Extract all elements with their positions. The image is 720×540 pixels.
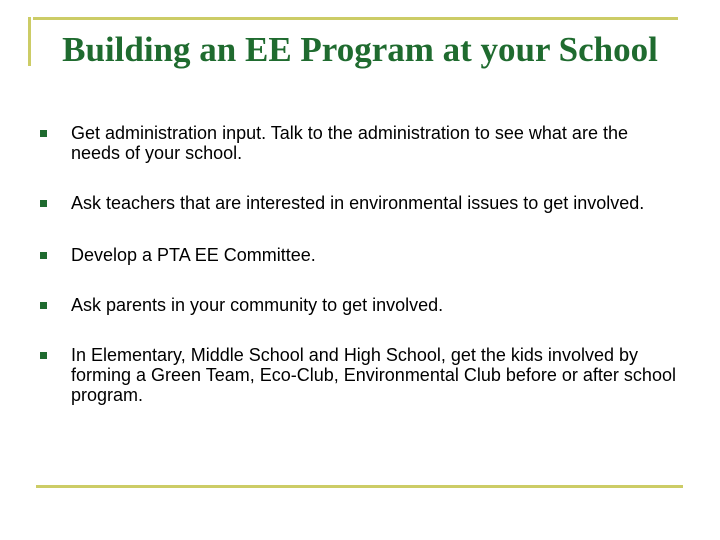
square-bullet-icon xyxy=(40,352,47,359)
square-bullet-icon xyxy=(40,302,47,309)
bullet-item xyxy=(40,123,680,163)
bullet-text: Develop a PTA EE Committee. xyxy=(71,245,316,265)
bullet-text: In Elementary, Middle School and High School, get the kids involved by forming a Green Team, Eco-Club, Environmental Club before or after school program. xyxy=(71,345,676,405)
bullet-text: Ask teachers that are interested in environmental issues to get involved. xyxy=(71,193,645,213)
bullet-list xyxy=(40,123,680,405)
square-bullet-icon xyxy=(40,130,47,137)
bullet-item xyxy=(40,345,680,405)
left-accent-line xyxy=(28,17,31,66)
top-accent-line xyxy=(33,17,678,20)
bullet-item xyxy=(40,193,680,213)
bullet-item xyxy=(40,245,680,265)
bullet-item xyxy=(40,295,680,315)
square-bullet-icon xyxy=(40,200,47,207)
bullet-text: Get administration input. Talk to the administration to see what are the needs of your school. xyxy=(71,123,628,163)
square-bullet-icon xyxy=(40,252,47,259)
slide-title: Building an EE Program at your School xyxy=(62,30,658,69)
bottom-accent-line xyxy=(36,485,683,488)
bullet-text: Ask parents in your community to get involved. xyxy=(71,295,444,315)
